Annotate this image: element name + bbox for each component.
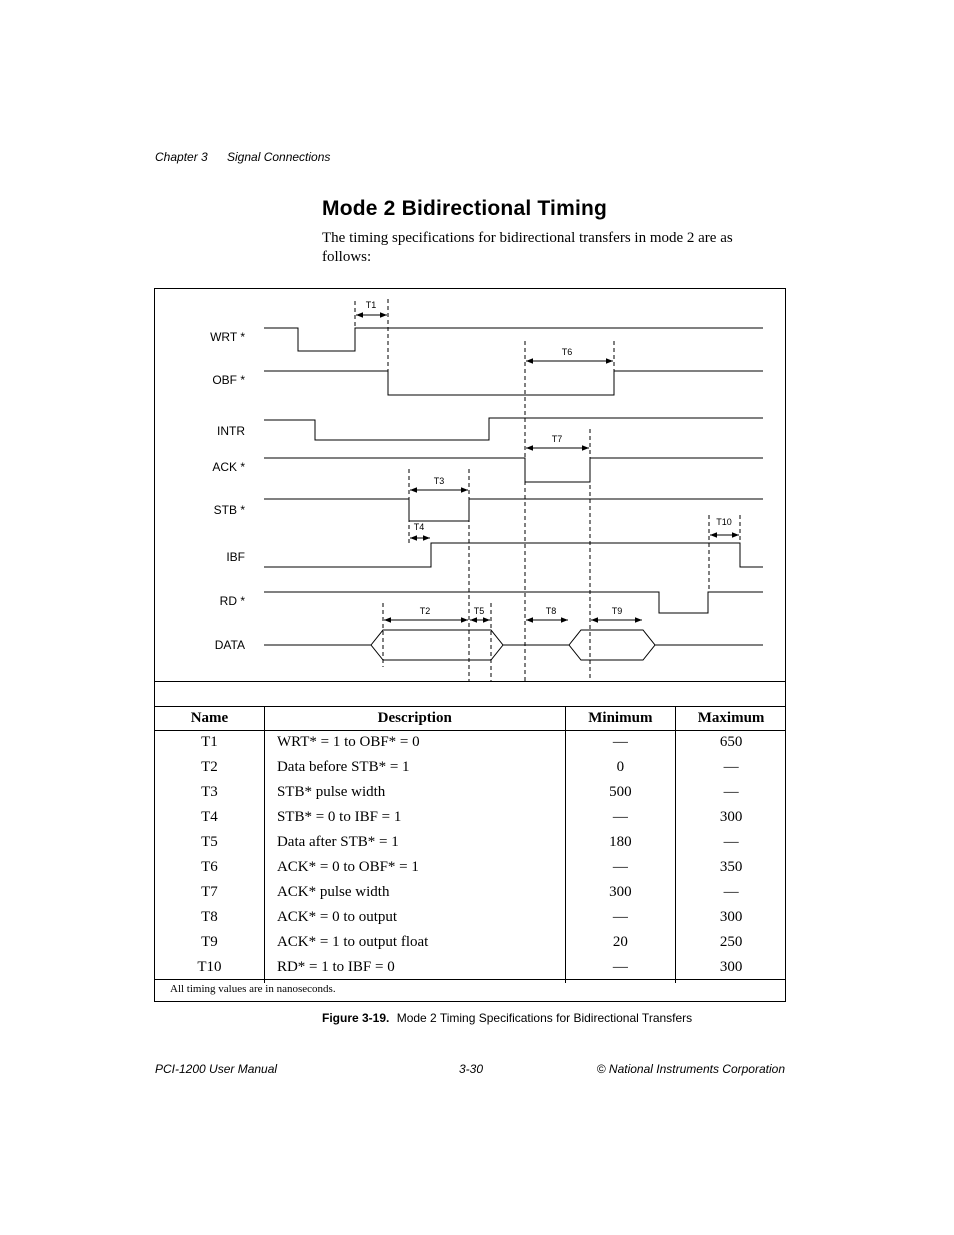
waveform-obf	[264, 371, 763, 395]
cell-description: RD* = 1 to IBF = 0	[264, 958, 565, 983]
timing-diagram	[155, 289, 785, 681]
interval-label-t5: T5	[473, 606, 485, 616]
waveform-data	[264, 630, 763, 660]
cell-name: T4	[155, 808, 264, 833]
cell-description: ACK* pulse width	[264, 883, 565, 908]
table-row	[155, 731, 786, 759]
table-spacer-row	[155, 681, 785, 707]
waveform-stb	[264, 499, 763, 521]
signal-label-obf: OBF *	[212, 373, 245, 387]
col-header-description: Description	[264, 706, 565, 731]
running-header	[155, 150, 330, 164]
cell-description: ACK* = 0 to output	[264, 908, 565, 933]
cell-description: WRT* = 1 to OBF* = 0	[264, 731, 565, 759]
footer-manual-title: PCI-1200 User Manual	[155, 1062, 278, 1076]
signal-label-intr: INTR	[217, 424, 245, 438]
waveform-wrt	[264, 328, 763, 351]
waveform-rd	[264, 592, 763, 613]
table-row	[155, 908, 786, 933]
cell-minimum: —	[565, 958, 676, 983]
interval-label-t3: T3	[433, 476, 445, 486]
col-header-name: Name	[155, 706, 264, 731]
signal-label-ibf: IBF	[226, 550, 245, 564]
cell-maximum: —	[723, 884, 739, 900]
chapter-label: Chapter 3	[155, 150, 208, 164]
table-row	[155, 833, 786, 858]
cell-minimum: —	[565, 731, 676, 759]
footer-page-number: 3-30	[459, 1062, 484, 1076]
cell-maximum: 300	[719, 959, 743, 975]
interval-label-t8: T8	[545, 606, 557, 616]
table-row	[155, 758, 786, 783]
signal-label-rd: RD *	[219, 594, 245, 608]
table-row	[155, 783, 786, 808]
col-header-minimum: Minimum	[565, 706, 676, 731]
interval-label-t9: T9	[611, 606, 623, 616]
cell-minimum: 500	[565, 783, 676, 808]
cell-description: Data before STB* = 1	[264, 758, 565, 783]
cell-name: T1	[155, 731, 264, 759]
table-row	[155, 808, 786, 833]
cell-name: T5	[155, 833, 264, 858]
section-title: Mode 2 Bidirectional Timing	[322, 197, 608, 220]
col-header-maximum: Maximum	[676, 706, 786, 731]
interval-label-t2: T2	[419, 606, 431, 616]
interval-label-t6: T6	[561, 347, 573, 357]
waveform-ack	[264, 458, 763, 482]
waveform-ibf	[264, 543, 763, 567]
cell-description: ACK* = 1 to output float	[264, 933, 565, 958]
cell-name: T8	[155, 908, 264, 933]
cell-maximum: 650	[719, 734, 743, 750]
table-row	[155, 933, 786, 958]
footer-copyright: © National Instruments Corporation	[596, 1062, 785, 1076]
cell-maximum: 300	[719, 909, 743, 925]
cell-name: T3	[155, 783, 264, 808]
cell-maximum: —	[723, 834, 739, 850]
intro-paragraph: The timing specifications for bidirectional transfers in mode 2 are as follows:	[322, 230, 733, 265]
interval-label-t10: T10	[716, 517, 732, 527]
cell-minimum: —	[565, 908, 676, 933]
cell-minimum: 180	[565, 833, 676, 858]
cell-minimum: 20	[565, 933, 676, 958]
table-footnote: All timing values are in nanoseconds.	[155, 979, 785, 1001]
table-header-row	[155, 706, 786, 731]
interval-label-t7: T7	[551, 434, 563, 444]
signal-label-ack: ACK *	[212, 460, 245, 474]
figure-caption-text: Mode 2 Timing Specifications for Bidirectional Transfers	[396, 1011, 693, 1025]
cell-maximum: 350	[719, 859, 743, 875]
table-row	[155, 858, 786, 883]
interval-label-t4: T4	[413, 522, 425, 532]
cell-name: T7	[155, 883, 264, 908]
figure-number: Figure 3-19.	[322, 1011, 390, 1025]
cell-description: STB* pulse width	[264, 783, 565, 808]
signal-label-data: DATA	[214, 638, 245, 652]
cell-minimum: —	[565, 858, 676, 883]
figure-caption	[322, 1011, 692, 1025]
cell-minimum: —	[565, 808, 676, 833]
waveform-intr	[264, 418, 763, 440]
cell-maximum: 250	[719, 934, 743, 950]
table-row	[155, 883, 786, 908]
cell-maximum: 300	[719, 809, 743, 825]
cell-description: Data after STB* = 1	[264, 833, 565, 858]
signal-label-stb: STB *	[213, 503, 245, 517]
cell-description: ACK* = 0 to OBF* = 1	[264, 858, 565, 883]
cell-name: T6	[155, 858, 264, 883]
cell-name: T9	[155, 933, 264, 958]
timing-figure	[154, 288, 786, 1002]
signal-label-wrt: WRT *	[210, 330, 245, 344]
cell-name: T10	[155, 958, 264, 983]
cell-maximum: —	[723, 759, 739, 775]
cell-maximum: —	[723, 784, 739, 800]
cell-description: STB* = 0 to IBF = 1	[264, 808, 565, 833]
timing-spec-table	[155, 706, 786, 983]
section-label: Signal Connections	[227, 150, 331, 164]
cell-minimum: 0	[565, 758, 676, 783]
cell-name: T2	[155, 758, 264, 783]
cell-minimum: 300	[565, 883, 676, 908]
interval-label-t1: T1	[365, 300, 377, 310]
